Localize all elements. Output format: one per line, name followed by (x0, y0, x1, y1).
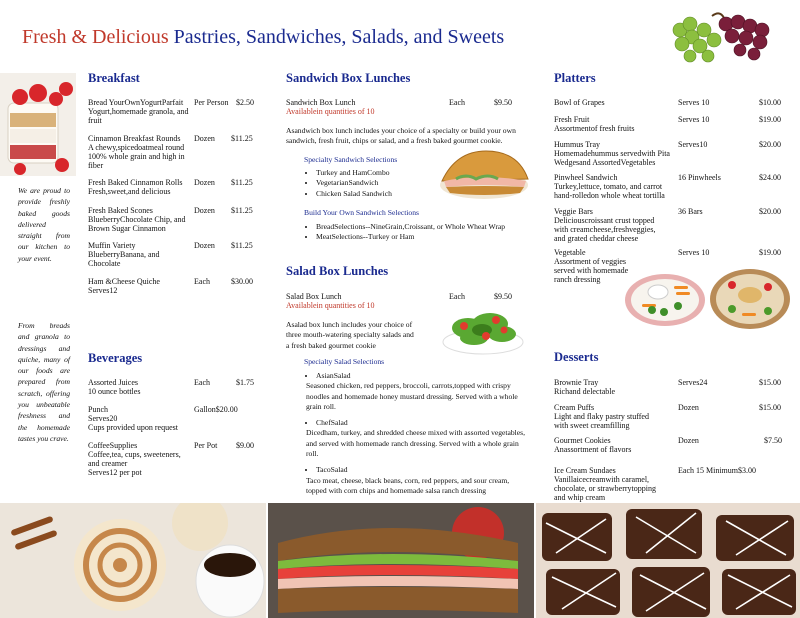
item-unit: 16 Pinwheels (678, 173, 721, 182)
item-price: $11.25 (231, 134, 253, 143)
item-unit: Each (449, 98, 465, 107)
item-desc: Vanillaicecreamwith caramel, chocolate, or strawberrytopping and whip cream (554, 475, 656, 502)
item-name: Fresh Fruit (554, 115, 590, 124)
breakfast-heading: Breakfast (88, 71, 140, 85)
item-name: Muffin Variety (88, 241, 136, 250)
item-desc: Yogurt,homemade granola, and fruit (88, 107, 189, 125)
salad-name: AsianSalad (316, 371, 351, 380)
item-price: $19.00 (759, 248, 781, 257)
item-desc: Deliciouscroissant crust topped with creamcheese,freshveggies, and grated cheddar cheese (554, 216, 656, 243)
item-desc: Anassortment of flavors (554, 445, 632, 454)
item-name: Hummus Tray (554, 140, 601, 149)
list-item: • Chicken Salad Sandwich (316, 189, 436, 199)
page-title (22, 26, 504, 49)
item-desc: 10 ounce bottles (88, 387, 141, 396)
item-name: Ice Cream Sundaes (554, 466, 616, 475)
item-unit: Gallon$20.00 (194, 405, 238, 414)
item-desc: Serves20 Cups provided upon request (88, 414, 178, 432)
scratch-paragraph: From breads and granola to dressings and quiche, many of our foods are prepared from scratch, offering you unbeatable freshness and the homemade tastes you crave. (18, 321, 70, 443)
item-desc: Coffee,tea, cups, sweeteners, and creamer Serves12 per pot (88, 450, 181, 477)
salad-name: ChefSalad (316, 418, 348, 428)
item-unit: Serves10 (678, 140, 708, 149)
item-desc: Light and flaky pastry stuffed with sweet creamfilling (554, 412, 649, 430)
sandwich-photo-image (268, 503, 534, 618)
item-name: Sandwich Box Lunch (286, 98, 356, 107)
salad-desc: Seasoned chicken, red peppers, broccoli, carrots,topped with crispy noodles and homemade honey mustard dressing. Served with a whole grain roll. (306, 381, 518, 411)
cinnamon-roll-coffee-image (0, 503, 266, 618)
item-desc: Assortment of veggies served with homemade ranch dressing (554, 257, 629, 284)
salad-box-heading: Salad Box Lunches (286, 264, 389, 278)
item-price: $20.00 (759, 140, 781, 149)
item-unit: Dozen (678, 403, 699, 412)
sandwich-box-desc: Asandwich box lunch includes your choice of a specialty or build your own sandwich, fresh fruit, chips or salad, and a fresh baked gourmet cookie. (286, 126, 516, 146)
title-part1: Fresh & Delicious (22, 26, 169, 48)
item-unit: Dozen (194, 134, 215, 143)
item-name: Gourmet Cookies (554, 436, 611, 445)
item-name: Ham &Cheese Quiche (88, 277, 160, 286)
availability-note: Availablein quantities of 10 (286, 301, 375, 310)
specialty-salad-title: Specialty Salad Selections (304, 357, 385, 366)
item-desc: Serves12 (88, 286, 118, 295)
specialty-salad-list (306, 371, 526, 496)
build-sandwich-list (306, 222, 536, 243)
specialty-sandwich-list (306, 168, 436, 199)
platters-heading: Platters (554, 71, 596, 85)
item-price: $24.00 (759, 173, 781, 182)
item-desc: A chewy,spicedoatmeal round 100% whole grain and high in fiber (88, 143, 185, 170)
item-desc: BlueberryBanana, and Chocolate (88, 250, 160, 268)
grapes-image (660, 10, 782, 72)
item-unit: Dozen (194, 178, 215, 187)
item-price: $20.00 (759, 207, 781, 216)
item-price: $15.00 (759, 403, 781, 412)
item-name: Fresh Baked Cinnamon Rolls (88, 178, 183, 187)
specialty-sandwich-title: Specialty Sandwich Selections (304, 155, 398, 164)
item-unit: Dozen (678, 436, 699, 445)
availability-note: Availablein quantities of 10 (286, 107, 375, 116)
intro-paragraph: We are proud to provide freshly baked goods delivered straight from our kitchen to your event. (18, 186, 70, 263)
item-name: Cream Puffs (554, 403, 595, 412)
item-unit: Dozen (194, 206, 215, 215)
item-name: Veggie Bars (554, 207, 593, 216)
item-name: Punch (88, 405, 108, 414)
item-desc: BlueberryChocolate Chip, and Brown Sugar Cinnamon (88, 215, 186, 233)
item-unit: Each 15 Minimum$3.00 (678, 466, 756, 475)
item-name: Bowl of Grapes (554, 98, 605, 107)
item-desc: Assortmentof fresh fruits (554, 124, 635, 133)
item-price: $9.50 (494, 98, 512, 107)
item-name: Bread YourOwnYogurtParfait (88, 98, 184, 107)
item-desc: Fresh,sweet,and delicious (88, 187, 171, 196)
item-price: $9.00 (236, 441, 254, 450)
title-part2: Pastries, Sandwiches, Salads, and Sweets (173, 26, 505, 48)
list-item: • BreadSelections--NineGrain,Croissant, or Whole Wheat Wrap (316, 222, 536, 232)
item-unit: Per Pot (194, 441, 218, 450)
salad-name: TacoSalad (316, 465, 348, 475)
item-price: $11.25 (231, 241, 253, 250)
item-price: $2.50 (236, 98, 254, 107)
item-price: $30.00 (231, 277, 253, 286)
desserts-heading: Desserts (554, 350, 599, 364)
item-unit: Serves 10 (678, 115, 710, 124)
list-item: • MeatSelections--Turkey or Ham (316, 232, 536, 242)
item-name: Salad Box Lunch (286, 292, 342, 301)
item-unit: Each (194, 378, 210, 387)
item-name: Vegetable (554, 248, 586, 257)
item-unit: Serves 10 (678, 248, 710, 257)
item-desc: Homemadehummus servedwith Pita Wedgesand AssortedVegetables (554, 149, 670, 167)
item-unit: Dozen (194, 241, 215, 250)
item-price: $11.25 (231, 178, 253, 187)
item-price: $10.00 (759, 98, 781, 107)
list-item (306, 371, 526, 412)
item-price: $11.25 (231, 206, 253, 215)
yogurt-parfait-image (0, 73, 76, 176)
item-unit: Serves24 (678, 378, 708, 387)
sandwich-box-heading: Sandwich Box Lunches (286, 71, 411, 85)
item-price: $7.50 (764, 436, 782, 445)
veggie-platter-image (622, 266, 708, 330)
item-unit: 36 Bars (678, 207, 703, 216)
list-item (306, 418, 526, 459)
item-unit: Each (194, 277, 210, 286)
brownie-photo-image (536, 503, 800, 618)
salad-image (438, 300, 528, 358)
salad-box-desc: Asalad box lunch includes your choice of three mouth-watering specialty salads and a fresh baked gourmet cookie (286, 320, 414, 350)
build-sandwich-title: Build Your Own Sandwich Selections (304, 208, 419, 217)
item-name: Brownie Tray (554, 378, 599, 387)
list-item: • VegetarianSandwich (316, 178, 436, 188)
hummus-platter-image (708, 265, 792, 331)
salad-desc: Taco meat, cheese, black beans, corn, red peppers, and sour cream, topped with corn chips and homemade salsa ranch dressing (306, 475, 510, 495)
item-name: Fresh Baked Scones (88, 206, 153, 215)
item-name: Cinnamon Breakfast Rounds (88, 134, 181, 143)
item-price: $9.50 (494, 292, 512, 301)
item-price: $1.75 (236, 378, 254, 387)
item-price: $19.00 (759, 115, 781, 124)
list-item: • Turkey and HamCombo (316, 168, 436, 178)
item-desc: Turkey,lettuce, tomato, and carrot hand-rolledon whole wheat tortilla (554, 182, 665, 200)
item-unit: Each (449, 292, 465, 301)
item-price: $15.00 (759, 378, 781, 387)
item-name: CoffeeSupplies (88, 441, 138, 450)
item-unit: Per Person (194, 98, 229, 107)
item-desc: Richand delectable (554, 387, 616, 396)
item-name: Pinwheel Sandwich (554, 173, 618, 182)
beverages-heading: Beverages (88, 351, 143, 365)
item-name: Assorted Juices (88, 378, 138, 387)
list-item (306, 465, 526, 496)
item-unit: Serves 10 (678, 98, 710, 107)
croissant-sandwich-image (436, 143, 532, 203)
salad-desc: Dicedham, turkey, and shredded cheese mixed with assorted vegetables, and served with homemade ranch dressing. Served with a whole grain roll. (306, 428, 526, 459)
